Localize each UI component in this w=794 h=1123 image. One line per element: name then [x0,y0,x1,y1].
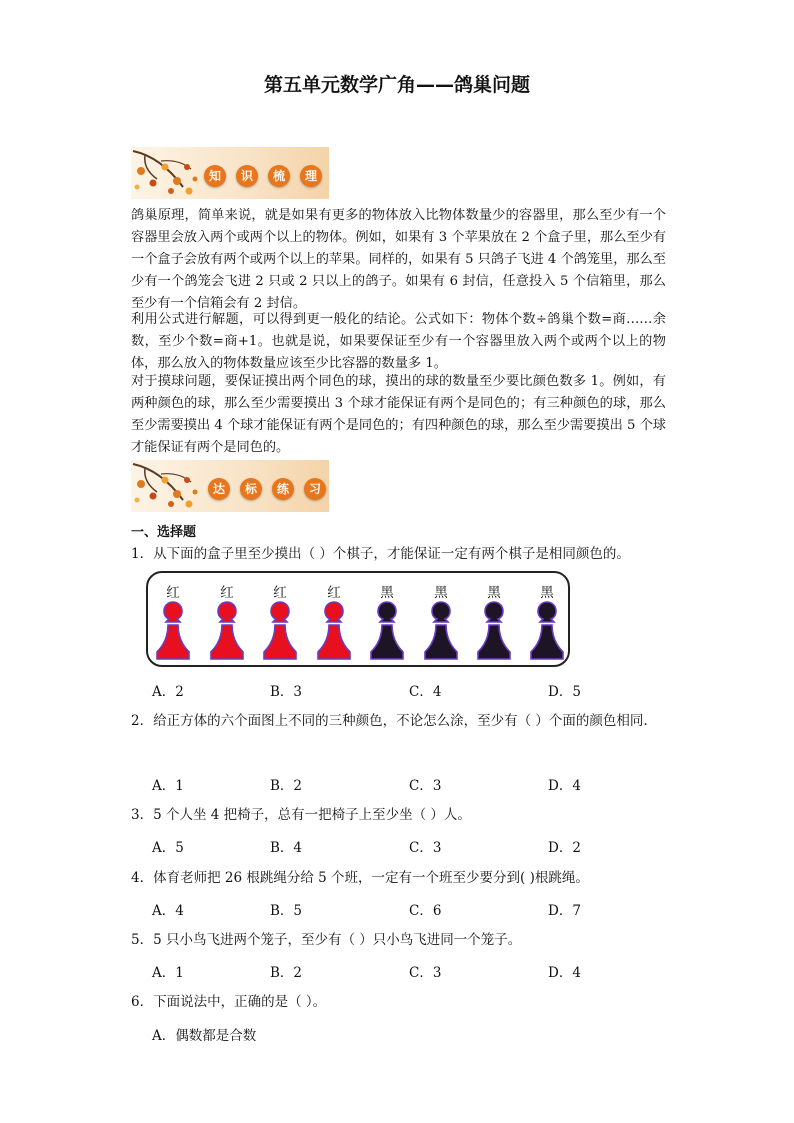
answer-options [152,899,632,919]
chess-piece [202,581,252,665]
banner-char: 达 [208,478,230,500]
option-d[interactable]: D．5 [548,684,581,700]
piece-color-label: 黑 [487,585,501,601]
option-a[interactable]: A．4 [152,903,184,919]
option-d[interactable]: D．7 [548,903,581,919]
banner-char: 习 [304,478,326,500]
option-d[interactable]: D．4 [548,778,581,794]
answer-options [152,836,632,856]
banner-char: 标 [240,478,262,500]
knowledge-paragraph-2: 利用公式进行解题，可以得到更一般化的结论。公式如下：物体个数÷鸽巢个数=商……余数，至少个数=商+1。也就是说，如果要保证至少有一个容器里放入两个或两个以上的物体，那么放入的物体数量应该至少比容器的数量多 1。 [131,312,666,371]
option-c[interactable]: C．4 [409,684,442,700]
option-b[interactable]: B．3 [270,684,303,700]
option-a[interactable]: A．2 [152,684,184,700]
option-a[interactable]: A．1 [152,778,184,794]
question-3: 3．5 个人坐 4 把椅子，总有一把椅子上至少坐（ ）人。 [131,807,471,823]
piece-color-label: 红 [327,585,341,601]
option-c[interactable]: C．3 [409,778,442,794]
pawn-icon [255,599,305,661]
question-4: 4．体育老师把 26 根跳绳分给 5 个班，一定有一个班至少要分到( )根跳绳。 [131,870,589,886]
piece-color-label: 黑 [380,585,394,601]
piece-color-label: 黑 [434,585,448,601]
option-c[interactable]: C．3 [409,965,442,981]
autumn-branch-icon [131,460,329,512]
question-6: 6．下面说法中，正确的是（ ）。 [131,994,327,1010]
piece-color-label: 红 [220,585,234,601]
option-a[interactable]: A．偶数都是合数 [152,1028,257,1044]
pawn-icon [522,599,572,661]
question-1: 1．从下面的盒子里至少摸出（ ）个棋子，才能保证一定有两个棋子是相同颜色的。 [131,546,630,562]
piece-color-label: 黑 [540,585,554,601]
option-a[interactable]: A．5 [152,840,184,856]
chess-piece-box [146,571,570,667]
piece-color-label: 红 [273,585,287,601]
chess-piece [255,581,305,665]
option-a[interactable]: A．1 [152,965,184,981]
option-b[interactable]: B．2 [270,778,303,794]
option-c[interactable]: C．3 [409,840,442,856]
banner-char: 练 [272,478,294,500]
knowledge-review-banner [131,147,329,199]
page-title: 第五单元数学广角——鸽巢问题 [263,74,530,96]
answer-options [152,1024,632,1044]
pawn-icon [309,599,359,661]
piece-color-label: 红 [166,585,180,601]
question-5: 5．5 只小鸟飞进两个笼子，至少有（ ）只小鸟飞进同一个笼子。 [131,932,522,948]
knowledge-paragraph-3: 对于摸球问题，要保证摸出两个同色的球，摸出的球的数量至少要比颜色数多 1。例如，有两种颜色的球，那么至少需要摸出 3 个球才能保证有两个是同色的；有三种颜色的球，那么至少需要摸出 4 个球才能保证有两个是同色的；有四种颜色的球，那么至少需要摸出 5 个球才能保证有两个是同色的。 [131,374,666,455]
chess-piece [469,581,519,665]
banner-char: 识 [236,165,258,187]
chess-piece [522,581,572,665]
practice-banner [131,460,329,512]
chess-piece [362,581,412,665]
chess-piece [148,581,198,665]
banner-char: 理 [300,165,322,187]
option-d[interactable]: D．2 [548,840,581,856]
option-d[interactable]: D．4 [548,965,581,981]
answer-options [152,680,632,700]
pawn-icon [148,599,198,661]
section-heading: 一、选择题 [131,525,197,540]
pawn-icon [416,599,466,661]
answer-options [152,961,632,981]
option-c[interactable]: C．6 [409,903,442,919]
option-b[interactable]: B．5 [270,903,303,919]
pawn-icon [469,599,519,661]
option-b[interactable]: B．2 [270,965,303,981]
question-2: 2．给正方体的六个面图上不同的三种颜色，不论怎么涂，至少有（ ）个面的颜色相同. [131,713,648,729]
knowledge-paragraph-1: 鸽巢原理，简单来说，就是如果有更多的物体放入比物体数量少的容器里，那么至少有一个容器里会放入两个或两个以上的物体。例如，如果有 3 个苹果放在 2 个盒子里，那么至少有一个盒子会放有两个或两个以上的苹果。同样的，如果有 5 只鸽子飞进 4 个鸽笼里，那么至少有一个鸽笼会飞进 2 只或 2 只以上的鸽子。如果有 6 封信，任意投入 5 个信箱里，那么至少有一个信箱会有 2 封信。 [131,208,666,311]
option-b[interactable]: B．4 [270,840,303,856]
pawn-icon [362,599,412,661]
pawn-icon [202,599,252,661]
chess-piece [416,581,466,665]
banner-char: 梳 [268,165,290,187]
answer-options [152,774,632,794]
banner-char: 知 [204,165,226,187]
chess-piece [309,581,359,665]
